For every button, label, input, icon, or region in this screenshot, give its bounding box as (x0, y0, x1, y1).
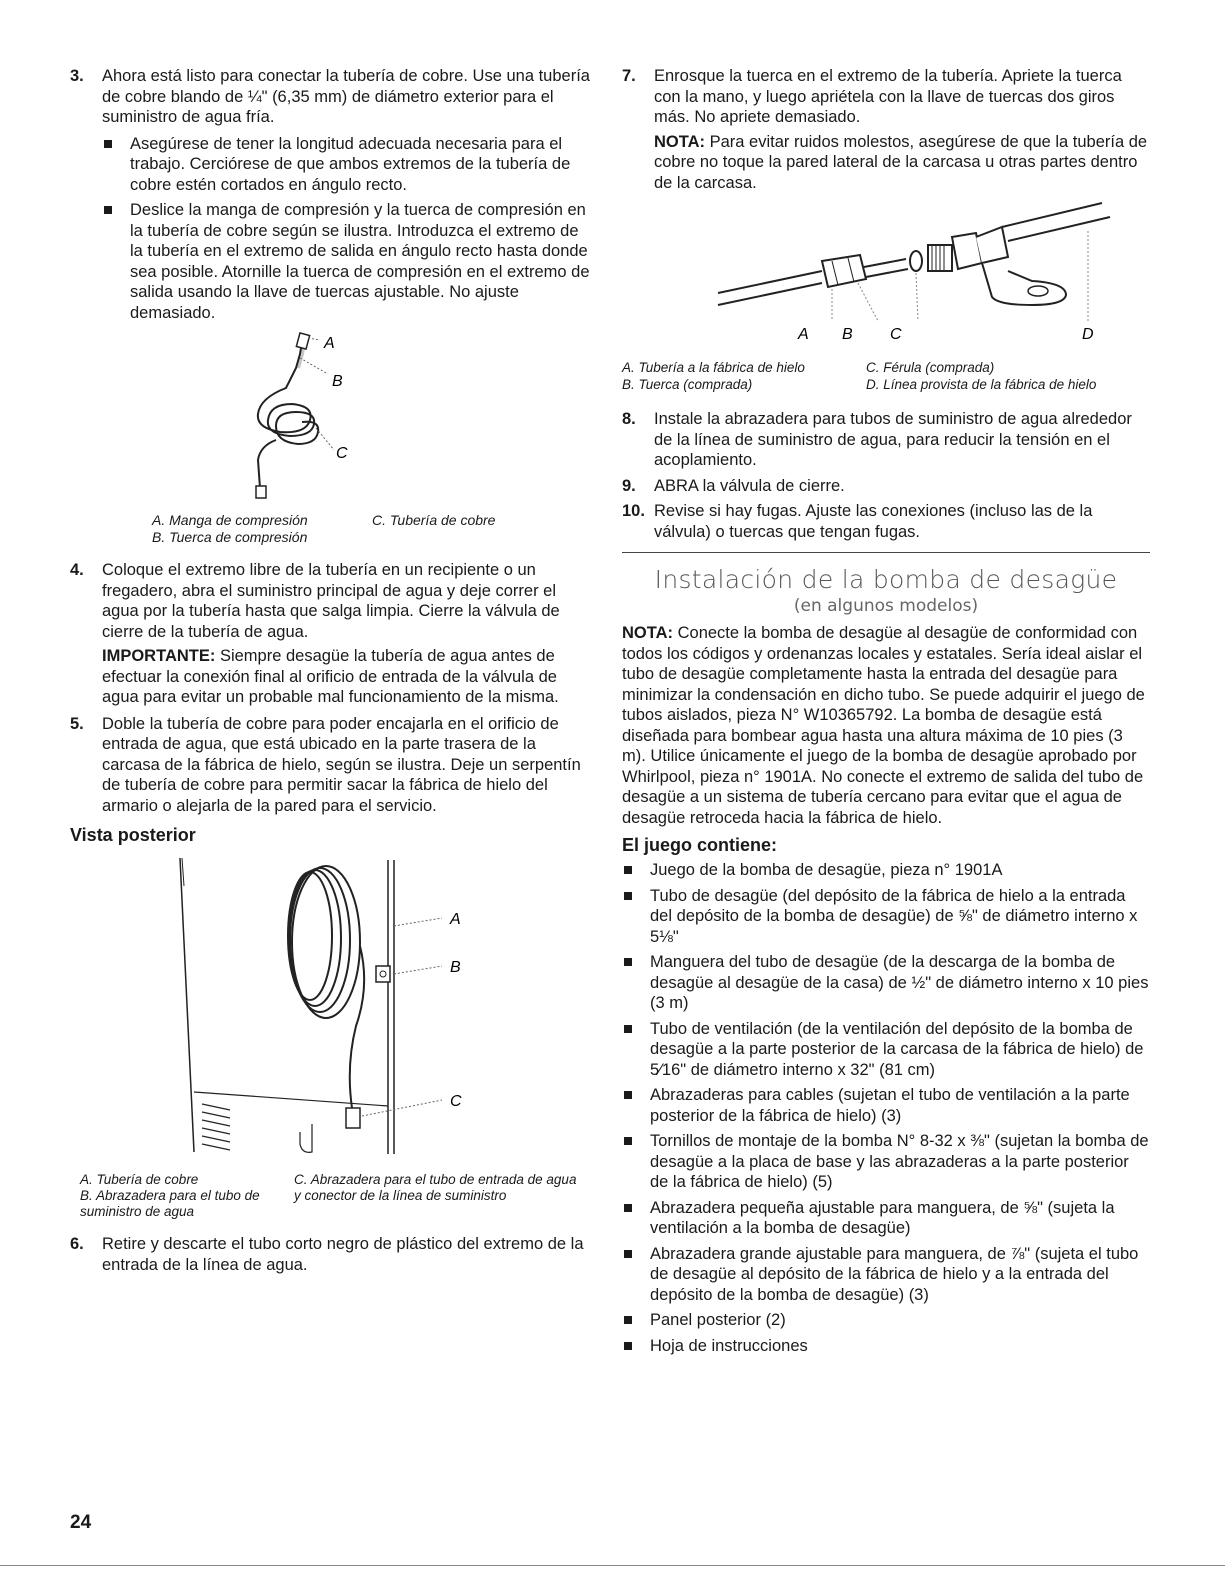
step-number: 3. (70, 67, 84, 85)
section-title: Instalación de la bomba de desagüe (654, 565, 1118, 594)
step-8 (622, 409, 1150, 471)
figure-label: C (890, 326, 902, 343)
rear-view-illustration (120, 856, 540, 1166)
rear-view-heading: Vista posterior (70, 825, 196, 845)
legend-item: C. Tubería de cobre (372, 512, 496, 528)
important-note (102, 646, 590, 708)
kit-heading: El juego contiene: (622, 835, 778, 855)
note (654, 132, 1150, 194)
figure-label: B (332, 373, 343, 390)
step-text: ABRA la válvula de cierre. (654, 476, 845, 495)
step-text: Enrosque la tuerca en el extremo de la tubería. Apriete la tuerca con la mano, y luego apriétela con la llave de tuercas dos giros más. No apriete demasiado. (654, 67, 1122, 126)
list-item: Abrazadera pequeña ajustable para manguera, de ⅝" (sujeta la ventilación a la bomba de desagüe) (622, 1198, 1150, 1239)
legend-item: A. Manga de compresión (152, 512, 308, 528)
figure-label: A (450, 911, 461, 928)
drain-pump-note (622, 623, 1150, 828)
kit-list (622, 860, 1150, 1356)
list-item: Asegúrese de tener la longitud adecuada necesaria para el trabajo. Cerciórese de que ambos extremos de la tubería de cobre estén cortados en ángulo recto. (102, 134, 590, 196)
step-number: 10. (622, 502, 645, 520)
list-item: Tornillos de montaje de la bomba N° 8-32 x ⅜" (sujetan la bomba de desagüe a la placa de base y las abrazaderas a la parte posterior de la fábrica de hielo) (5) (622, 1131, 1150, 1193)
legend-item: A. Tubería de cobre (80, 1172, 199, 1187)
legend-item: B. Tuerca (comprada) (622, 377, 753, 392)
figure-label: A (798, 326, 809, 343)
figure-legend (622, 359, 1150, 393)
fitting-connection-illustration (692, 201, 1112, 349)
page-number: 24 (70, 1512, 92, 1533)
step-number: 4. (70, 561, 84, 579)
figure-legend (80, 1172, 590, 1220)
step-4 (70, 560, 590, 708)
list-item: Hoja de instrucciones (622, 1336, 1150, 1357)
right-column (622, 66, 1150, 1361)
step-number: 9. (622, 476, 636, 495)
step-number: 7. (622, 67, 636, 85)
note-label: NOTA: (622, 624, 674, 642)
list-item: Manguera del tubo de desagüe (de la descarga de la bomba de desagüe al desagüe de la casa) de ½" de diámetro interno x 10 pies (3 m) (622, 952, 1150, 1014)
step-9 (622, 476, 1150, 497)
step-10 (622, 501, 1150, 542)
step-7 (622, 66, 1150, 193)
legend-item: B. Tuerca de compresión (152, 529, 308, 545)
figure-label: B (450, 959, 461, 976)
legend-item: C. Abrazadera para el tubo de entrada de agua y conector de la línea de suministro (294, 1172, 577, 1203)
list-item: Tubo de desagüe (del depósito de la fábrica de hielo a la entrada del depósito de la bomba de desagüe) de ⅝" de diámetro interno x 5⅛" (622, 886, 1150, 948)
figure-label: D (1082, 326, 1094, 343)
note-text: Para evitar ruidos molestos, asegúrese de que la tubería de cobre no toque la pared lateral de la carcasa u otras partes dentro de la carcasa. (654, 132, 1148, 192)
step-number: 8. (622, 410, 636, 428)
figure-label: C (450, 1093, 462, 1110)
legend-item: B. Abrazadera para el tubo de suministro de agua (80, 1188, 260, 1219)
compression-fitting-illustration (220, 328, 440, 510)
step-text: Revise si hay fugas. Ajuste las conexiones (incluso las de la válvula) o tuercas que tengan fugas. (654, 502, 1093, 541)
legend-item: D. Línea provista de la fábrica de hielo (866, 377, 1097, 392)
list-item: Tubo de ventilación (de la ventilación del depósito de la bomba de desagüe a la parte posterior de la carcasa de la fábrica de hielo) de 5⁄16" de diámetro interno x 32" (81 cm) (622, 1019, 1150, 1081)
figure-legend (152, 512, 590, 546)
list-item: Juego de la bomba de desagüe, pieza n° 1901A (622, 860, 1150, 881)
bullet-list (102, 134, 590, 324)
important-text: Siempre desagüe la tubería de agua antes de efectuar la conexión final al orificio de entrada de la válvula de agua para evitar un probable mal funcionamiento de la misma. (102, 647, 559, 706)
step-text: Doble la tubería de cobre para poder encajarla en el orificio de entrada de agua, que está ubicado en la parte trasera de la carcasa de la fábrica de hielo, según se ilustra. Deje un serpentín de tubería de cobre para permitir sacar la fábrica de hielo del armario o alejarla de la pared para el servicio. (102, 714, 581, 815)
figure-label: C (336, 445, 348, 462)
step-number: 5. (70, 714, 84, 733)
step-text: Ahora está listo para conectar la tubería de cobre. Use una tubería de cobre blando de ¼" (6,35 mm) de diámetro exterior para el suministro de agua fría. (102, 67, 590, 126)
figure-label: B (842, 326, 853, 343)
legend-item: A. Tubería a la fábrica de hielo (622, 360, 805, 375)
list-item: Panel posterior (2) (622, 1310, 1150, 1331)
list-item: Abrazaderas para cables (sujetan el tubo de ventilación a la parte posterior de la fábrica de hielo) (3) (622, 1085, 1150, 1126)
note-text: Conecte la bomba de desagüe al desagüe de conformidad con todos los códigos y ordenanzas locales y estatales. Sería ideal aislar el tubo de desagüe completamente hasta la entrada del desagüe para minimizar la condensación en dicho tubo. Se puede adquirir el juego de tubos aislados, pieza N° W10365792. La bomba de desagüe está diseñada para bombear agua hasta una altura máxima de 10 pies (3 m). Utilice únicamente el juego de la bomba de desagüe aprobado por Whirlpool, pieza n° 1901A. No conecte el extremo de salida del tubo de desagüe a un sistema de tubería cercano para evitar que el agua de desagüe retroceda hacia la fábrica de hielo. (622, 624, 1145, 827)
list-item: Deslice la manga de compresión y la tuerca de compresión en la tubería de cobre según se ilustra. Introduzca el extremo de la tubería en el extremo de salida en ángulo recto hasta donde sea posible. Atornille la tuerca de compresión en el extremo de salida usando la llave de tuercas ajustable. No ajuste demasiado. (102, 200, 590, 323)
step-5 (70, 714, 590, 817)
note-label: NOTA: (654, 132, 706, 151)
step-text: Coloque el extremo libre de la tubería en un recipiente o un fregadero, abra el suministro principal de agua y deje correr el agua por la tubería hasta que salga limpia. Cierre la válvula de cierre de la tubería de agua. (102, 561, 560, 641)
section-subtitle: (en algunos modelos) (793, 596, 979, 616)
step-3 (70, 66, 590, 323)
step-text: Retire y descarte el tubo corto negro de plástico del extremo de la entrada de la línea de agua. (102, 1235, 584, 1274)
figure-label: A (324, 335, 335, 352)
list-item: Abrazadera grande ajustable para manguera, de ⅞" (sujeta el tubo de desagüe al depósito de la fábrica de hielo y a la entrada del depósito de la bomba de desagüe) (3) (622, 1244, 1150, 1306)
legend-item: C. Férula (comprada) (866, 360, 995, 375)
bottom-rule (0, 1565, 1225, 1566)
important-label: IMPORTANTE: (102, 647, 216, 665)
step-6 (70, 1234, 590, 1275)
step-text: Instale la abrazadera para tubos de suministro de agua alrededor de la línea de suministro de agua, para reducir la tensión en el acoplamiento. (654, 410, 1132, 469)
left-column (70, 66, 590, 1275)
section-divider (622, 552, 1150, 553)
step-number: 6. (70, 1235, 84, 1253)
